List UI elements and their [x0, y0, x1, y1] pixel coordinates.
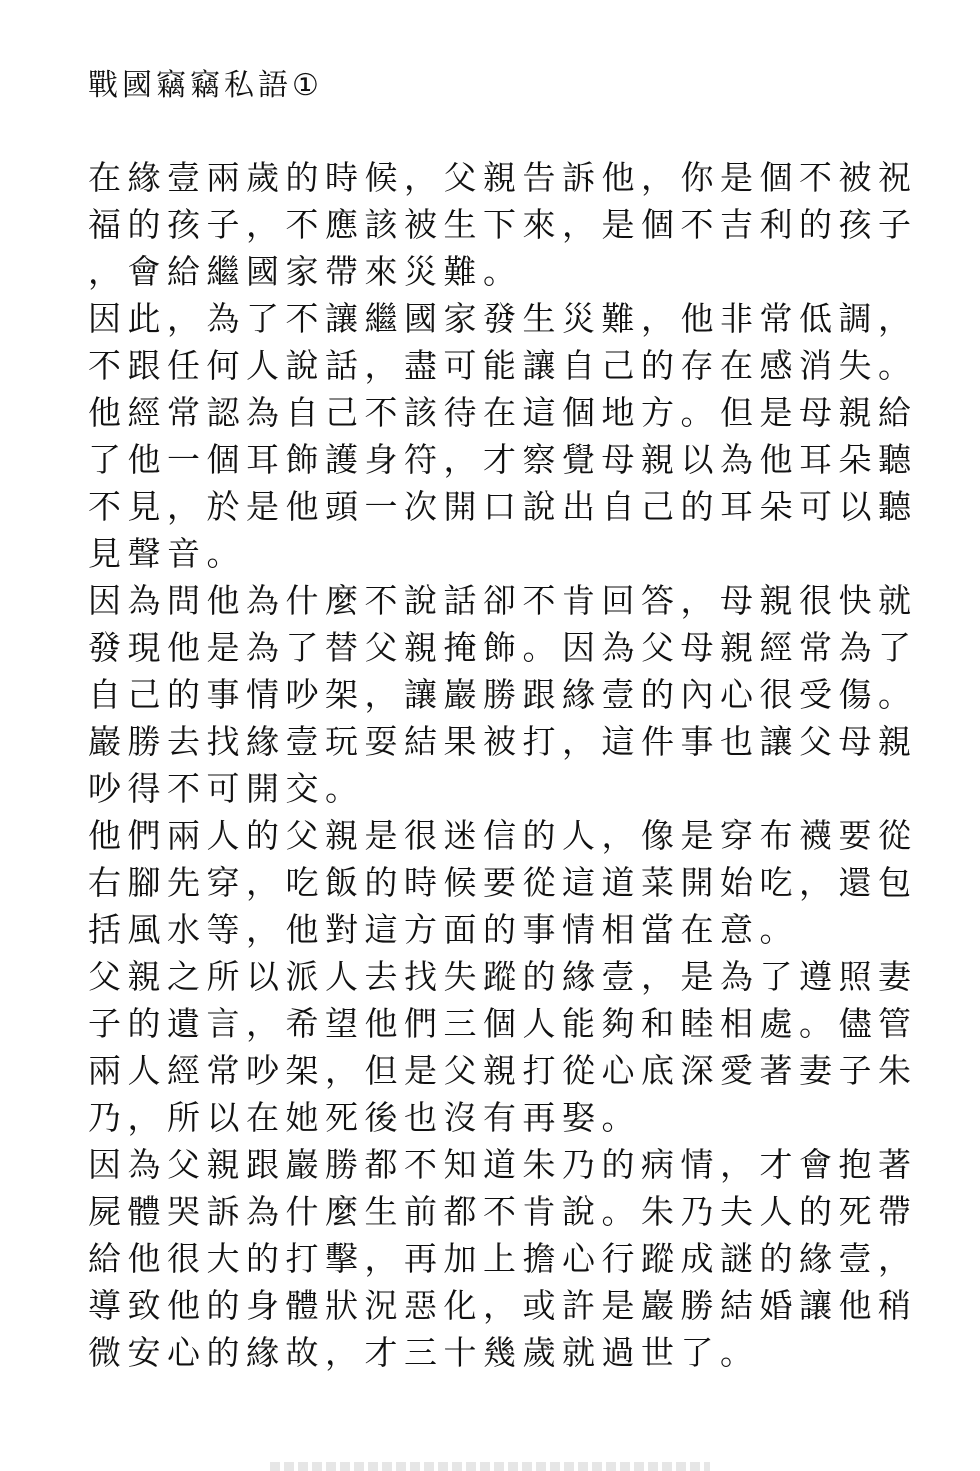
text-line: 因為問他為什麼不說話卻不肯回答，母親很快就 — [88, 581, 918, 620]
text-line: 吵得不可開交。 — [88, 769, 365, 808]
text-line: 子的遺言，希望他們三個人能夠和睦相處。儘管 — [88, 1004, 918, 1043]
document — [88, 62, 918, 1376]
paragraph — [88, 295, 918, 389]
paragraph — [88, 1141, 918, 1376]
text-line: 括風水等，他對這方面的事情相當在意。 — [88, 910, 799, 949]
paragraph — [88, 953, 918, 1141]
document-title: 戰國竊竊私語① — [88, 68, 323, 103]
text-line: ，會給繼國家帶來災難。 — [88, 252, 523, 291]
paragraph — [88, 812, 918, 953]
text-line: 不見，於是他頭一次開口說出自己的耳朵可以聽 — [88, 487, 918, 526]
text-line: 自己的事情吵架，讓巖勝跟緣壹的內心很受傷。 — [88, 675, 918, 714]
text-line: 父親之所以派人去找失蹤的緣壹，是為了遵照妻 — [88, 957, 918, 996]
paragraph — [88, 154, 918, 295]
paragraph — [88, 577, 918, 718]
text-line: 見聲音。 — [88, 534, 246, 573]
text-line: 不跟任何人說話，盡可能讓自己的存在感消失。 — [88, 346, 918, 385]
text-line: 乃，所以在她死後也沒有再娶。 — [88, 1098, 641, 1137]
text-line: 因為父親跟巖勝都不知道朱乃的病情，才會抱著 — [88, 1145, 918, 1184]
text-line: 在緣壹兩歲的時候，父親告訴他，你是個不被祝 — [88, 158, 918, 197]
text-line: 巖勝去找緣壹玩耍結果被打，這件事也讓父母親 — [88, 722, 918, 761]
paragraph — [88, 718, 918, 812]
paragraph — [88, 389, 918, 577]
text-line: 兩人經常吵架，但是父親打從心底深愛著妻子朱 — [88, 1051, 918, 1090]
text-line: 導致他的身體狀況惡化，或許是巖勝結婚讓他稍 — [88, 1286, 918, 1325]
cropped-footer-text — [270, 1462, 710, 1471]
text-line: 給他很大的打擊，再加上擔心行蹤成謎的緣壹， — [88, 1239, 918, 1278]
text-line: 右腳先穿，吃飯的時候要從這道菜開始吃，還包 — [88, 863, 918, 902]
text-line: 福的孩子，不應該被生下來，是個不吉利的孩子 — [88, 205, 918, 244]
document-body — [88, 154, 918, 1376]
text-line: 因此，為了不讓繼國家發生災難，他非常低調， — [88, 299, 918, 338]
text-line: 他經常認為自己不該待在這個地方。但是母親給 — [88, 393, 918, 432]
text-line: 了他一個耳飾護身符，才察覺母親以為他耳朵聽 — [88, 440, 918, 479]
text-line: 他們兩人的父親是很迷信的人，像是穿布襪要從 — [88, 816, 918, 855]
text-line: 微安心的緣故，才三十幾歲就過世了。 — [88, 1333, 760, 1372]
text-line: 屍體哭訴為什麼生前都不肯說。朱乃夫人的死帶 — [88, 1192, 918, 1231]
text-line: 發現他是為了替父親掩飾。因為父母親經常為了 — [88, 628, 918, 667]
